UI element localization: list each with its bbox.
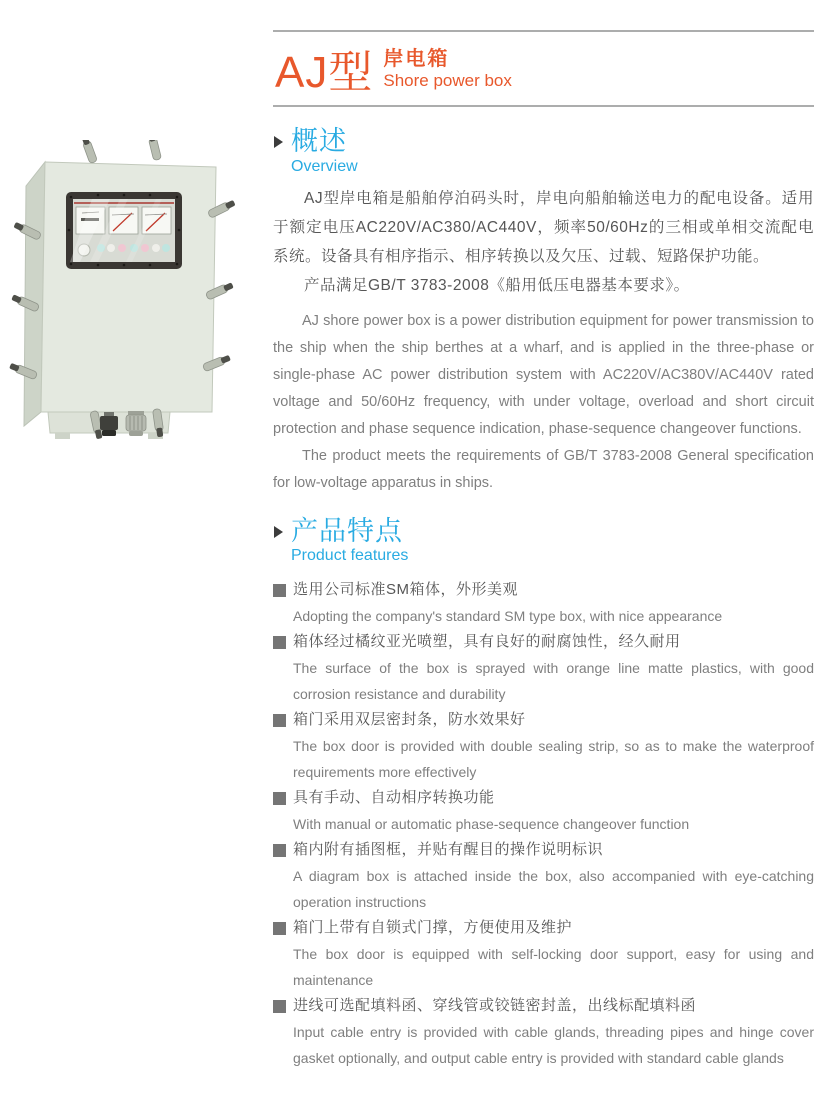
feature-list <box>273 577 814 1071</box>
feature-text-en: With manual or automatic phase-sequence changeover function <box>293 816 690 833</box>
feature-text-cn: 进线可选配填料函、穿线管或铰链密封盖，出线标配填料函 <box>293 997 697 1015</box>
feature-bullet-icon <box>273 1000 286 1013</box>
product-name <box>383 48 512 93</box>
feature-item <box>273 837 814 915</box>
feature-text-en: The box door is equipped with self-locking door support, easy for using and maintenance <box>293 946 814 989</box>
feature-text-cn: 箱门采用双层密封条，防水效果好 <box>293 711 526 729</box>
overview-paragraph-cn: AJ型岸电箱是船舶停泊码头时，岸电向船舶输送电力的配电设备。适用于额定电压AC220V/AC380/AC440V，频率50/60Hz的三相或单相交流配电系统。设备具有相序指示、相序转换以及欠压、过载、短路保护功能。 <box>273 189 814 265</box>
product-title <box>275 47 814 97</box>
feature-bullet-icon <box>273 922 286 935</box>
feature-item <box>273 577 814 629</box>
features-heading-cn: 产品特点 <box>291 515 403 546</box>
section-features <box>273 517 814 1071</box>
shore-power-box-photo-icon <box>8 140 243 465</box>
overview-paragraph-cn: 产品满足GB/T 3783-2008《船用低压电器基本要求》。 <box>304 276 690 294</box>
feature-item <box>273 629 814 707</box>
features-heading <box>273 517 814 565</box>
feature-bullet-icon <box>273 792 286 805</box>
product-name-cn: 岸电箱 <box>383 48 450 70</box>
feature-text-en: Input cable entry is provided with cable glands, threading pipes and hinge cover gasket optionally, and output cable entry is provided with standard cable glands <box>293 1024 814 1067</box>
product-name-en: Shore power box <box>383 71 512 90</box>
overview-heading-en: Overview <box>291 157 358 175</box>
feature-bullet-icon <box>273 636 286 649</box>
section-overview <box>273 127 814 496</box>
feature-item <box>273 993 814 1071</box>
feature-item <box>273 915 814 993</box>
feature-bullet-icon <box>273 844 286 857</box>
feature-text-cn: 具有手动、自动相序转换功能 <box>293 789 495 807</box>
overview-paragraph-en: The product meets the requirements of GB/T 3783-2008 General specification for low-voltage apparatus in ships. <box>273 447 814 491</box>
overview-paragraph-en: AJ shore power box is a power distribution equipment for power transmission to the ship when the ship berthes at a wharf, and is applied in the three-phase or single-phase AC power distribution system with AC220V/AC380V/AC440V rated voltage and 50/60Hz frequency, with under voltage, overload and short circuit protection and phase sequence indication, phase-sequence changeover functions. <box>273 312 814 437</box>
feature-text-cn: 箱体经过橘纹亚光喷塑，具有良好的耐腐蚀性，经久耐用 <box>293 633 681 651</box>
section-marker-icon <box>274 526 283 538</box>
feature-item <box>273 785 814 837</box>
section-marker-icon <box>274 136 283 148</box>
model-name: AJ型 <box>275 47 374 97</box>
feature-text-en: Adopting the company's standard SM type box, with nice appearance <box>293 608 723 625</box>
feature-text-cn: 选用公司标准SM箱体，外形美观 <box>293 581 519 599</box>
feature-bullet-icon <box>273 714 286 727</box>
overview-heading <box>273 127 814 175</box>
feature-item <box>273 707 814 785</box>
top-divider <box>273 30 814 32</box>
feature-text-en: A diagram box is attached inside the box, also accompanied with eye-catching operation instructions <box>293 868 814 911</box>
feature-text-cn: 箱内附有插图框，并贴有醒目的操作说明标识 <box>293 841 604 859</box>
content-column <box>273 0 814 1071</box>
product-photo <box>8 140 243 465</box>
feature-text-en: The box door is provided with double sealing strip, so as to make the waterproof requirements more effectively <box>293 738 814 781</box>
title-divider <box>273 105 814 107</box>
features-heading-en: Product features <box>291 547 409 565</box>
feature-bullet-icon <box>273 584 286 597</box>
overview-heading-cn: 概述 <box>291 126 347 157</box>
feature-text-en: The surface of the box is sprayed with orange line matte plastics, with good corrosion resistance and durability <box>293 660 814 703</box>
feature-text-cn: 箱门上带有自锁式门撑，方便使用及维护 <box>293 919 573 937</box>
